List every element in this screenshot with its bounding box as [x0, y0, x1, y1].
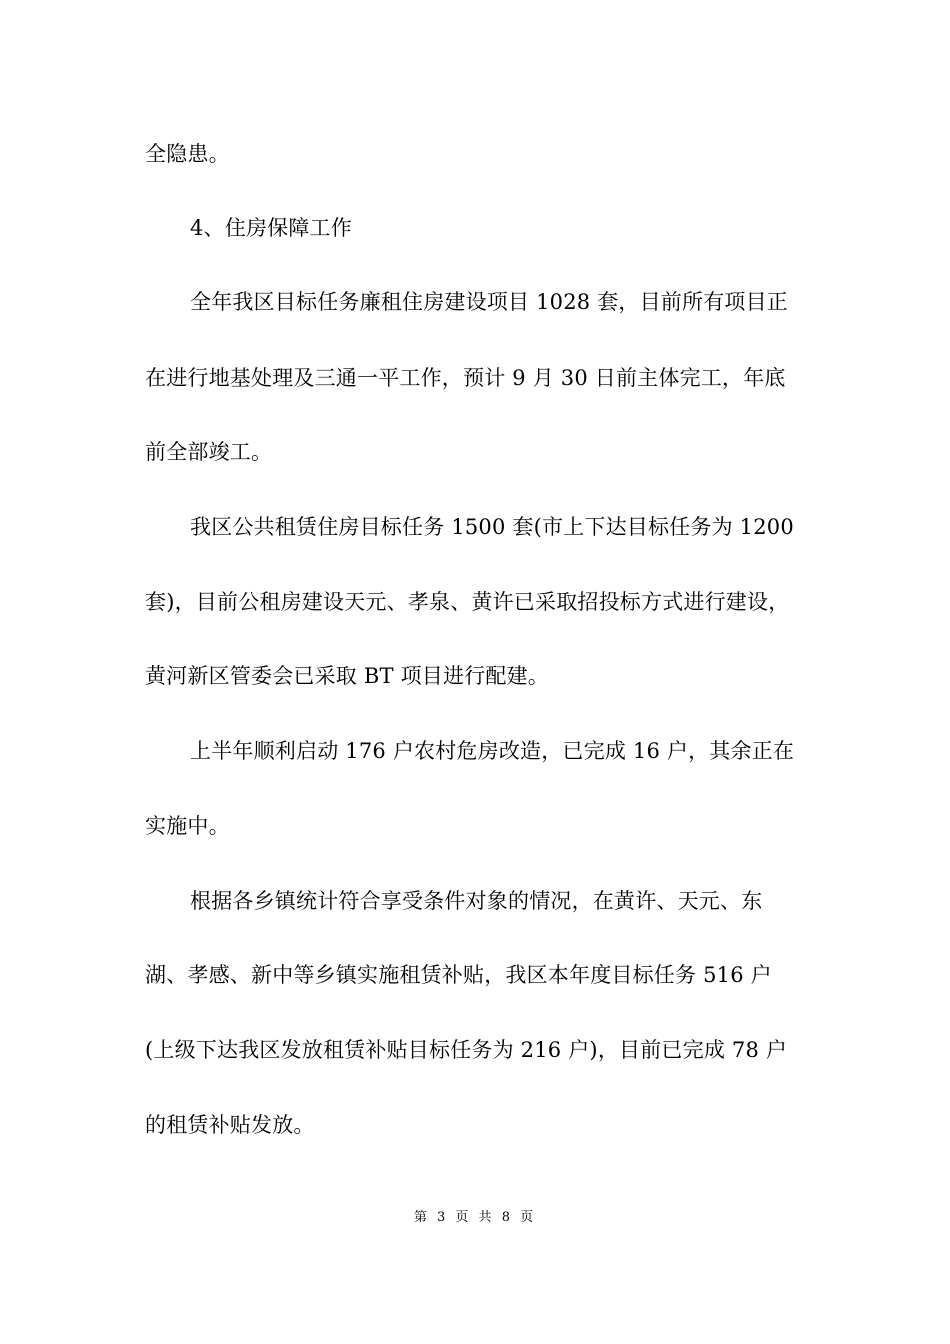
paragraph-line: 黄河新区管委会已采取 BT 项目进行配建。: [145, 664, 549, 688]
section-heading: 4、住房保障工作: [190, 216, 352, 240]
paragraph-line: 的租赁补贴发放。: [145, 1113, 315, 1137]
paragraph-line: 湖、孝感、新中等乡镇实施租赁补贴，我区本年度目标任务 516 户: [145, 963, 772, 987]
paragraph-line: 全年我区目标任务廉租住房建设项目 1028 套，目前所有项目正: [190, 290, 788, 314]
paragraph-line: 前全部竣工。: [145, 440, 273, 464]
paragraph-line: 在进行地基处理及三通一平工作，预计 9 月 30 日前主体完工，年底: [145, 366, 786, 390]
paragraph-line: 实施中。: [145, 814, 230, 838]
paragraph-line: (上级下达我区发放租赁补贴目标任务为 216 户)，目前已完成 78 户: [145, 1038, 788, 1062]
paragraph-line: 根据各乡镇统计符合享受条件对象的情况，在黄许、天元、东: [190, 889, 763, 913]
page-number: 第 3 页 共 8 页: [413, 1210, 537, 1225]
paragraph-line: 套)，目前公租房建设天元、孝泉、黄许已采取招投标方式进行建设，: [145, 590, 790, 614]
paragraph-line: 我区公共租赁住房目标任务 1500 套(市上下达目标任务为 1200: [190, 515, 794, 539]
paragraph-line: 全隐患。: [145, 142, 230, 166]
paragraph-line: 上半年顺利启动 176 户农村危房改造，已完成 16 户，其余正在: [190, 739, 795, 763]
